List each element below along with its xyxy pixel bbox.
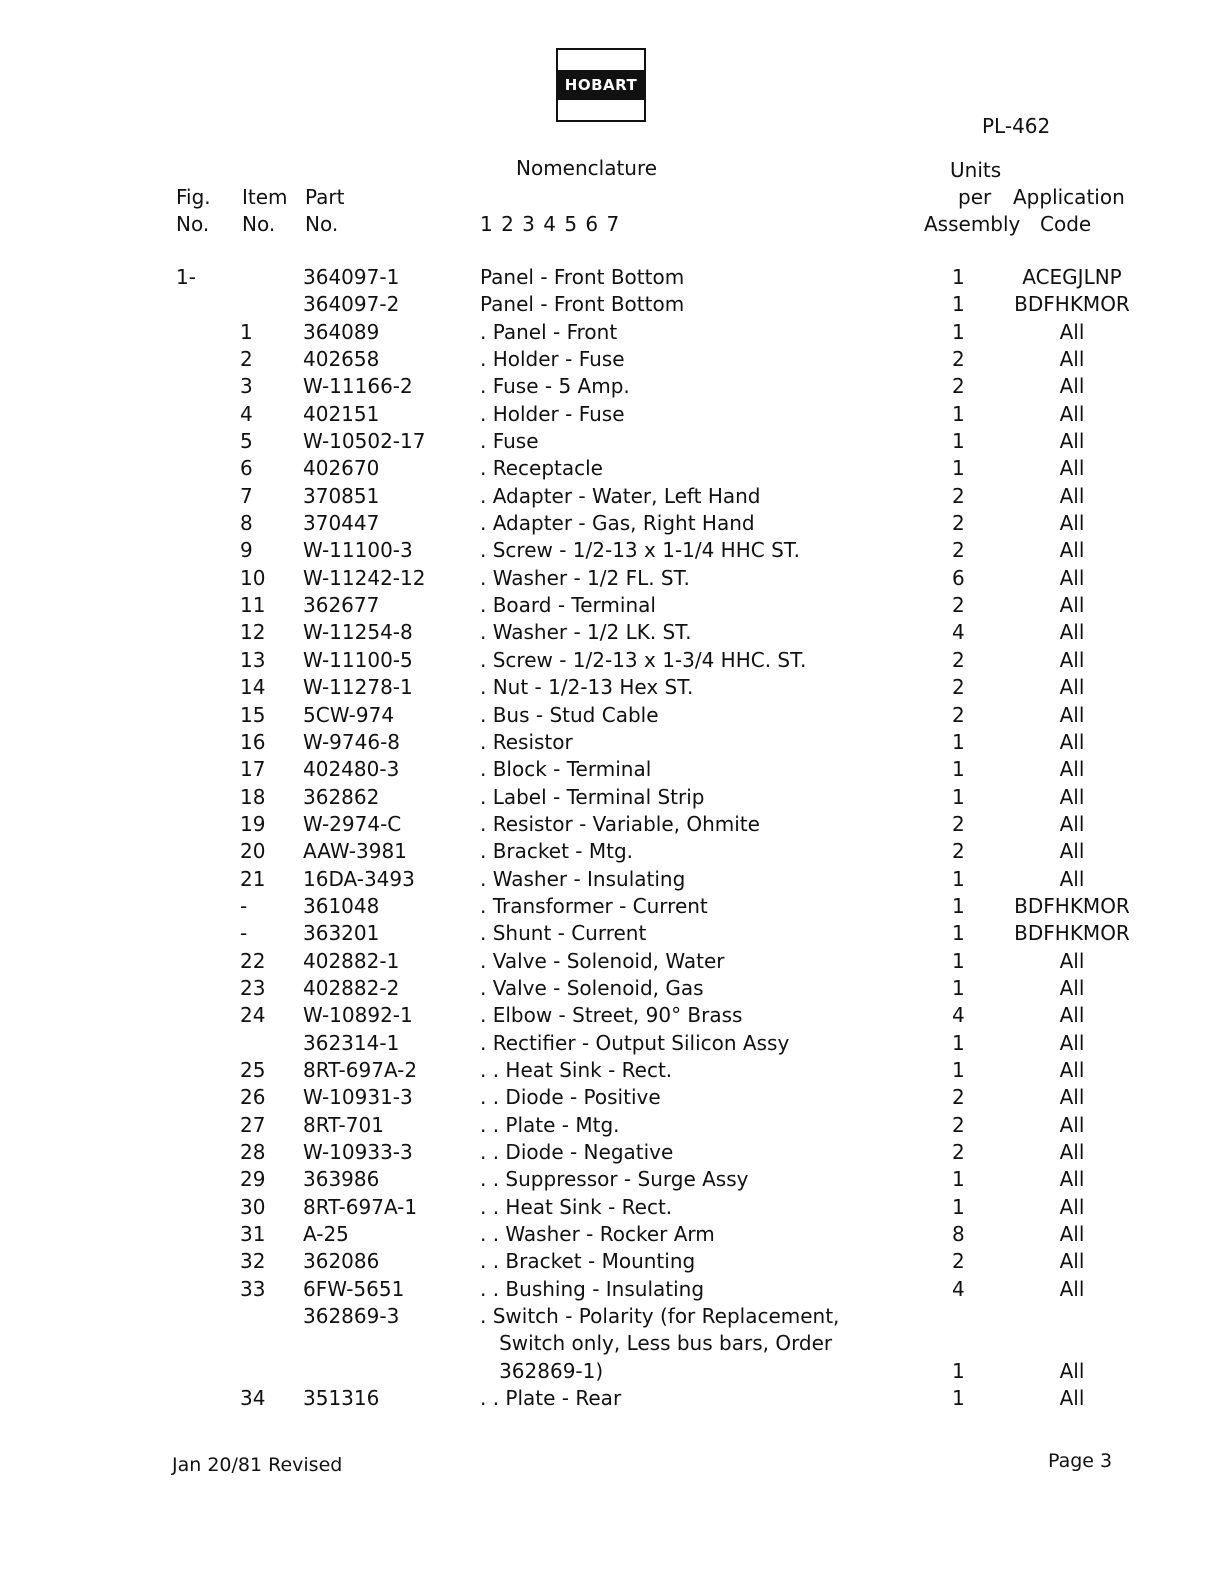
- table-row: [0, 756, 1222, 783]
- header-fig-line2: No.: [176, 212, 210, 236]
- nomenclature: . Bus - Stud Cable: [480, 702, 659, 727]
- application-code: All: [1059, 948, 1085, 973]
- logo-text: HOBART: [556, 72, 646, 98]
- header-part-line1: Part: [305, 185, 345, 209]
- item-no: 25: [240, 1057, 266, 1082]
- item-no: 7: [240, 483, 253, 508]
- header-part-line2: No.: [305, 212, 339, 236]
- nomenclature: . Switch - Polarity (for Replacement,: [480, 1304, 840, 1329]
- application-code: All: [1059, 702, 1085, 727]
- item-no: -: [240, 893, 248, 918]
- item-no: 15: [240, 702, 266, 727]
- part-no: 362677: [303, 593, 380, 618]
- part-no: 363201: [303, 921, 380, 946]
- fig-no: 1-: [176, 265, 196, 289]
- units-per-assembly: 1: [952, 1386, 965, 1411]
- table-row: [0, 428, 1222, 455]
- table-row: [0, 455, 1222, 482]
- application-code: All: [1059, 1386, 1085, 1411]
- item-no: 27: [240, 1112, 266, 1137]
- header-units-line2: per: [958, 185, 992, 209]
- item-no: 34: [240, 1386, 266, 1411]
- application-code: All: [1059, 839, 1085, 864]
- item-no: 18: [240, 784, 266, 809]
- table-row: [0, 948, 1222, 975]
- units-per-assembly: 2: [952, 1140, 965, 1164]
- part-no: 364097-2: [303, 292, 400, 317]
- header-item-line2: No.: [242, 212, 276, 236]
- application-code: All: [1059, 1085, 1085, 1110]
- part-no: 402151: [303, 401, 380, 426]
- part-no: 361048: [303, 893, 380, 918]
- item-no: 21: [240, 866, 266, 891]
- item-no: 3: [240, 374, 253, 399]
- application-code: All: [1059, 1276, 1085, 1301]
- table-row: [0, 893, 1222, 920]
- table-row: [0, 1221, 1222, 1248]
- item-no: 8: [240, 511, 253, 536]
- part-no: W-11100-3: [303, 538, 413, 563]
- table-row: [0, 920, 1222, 947]
- part-no: A-25: [303, 1222, 349, 1247]
- application-code: All: [1059, 811, 1085, 836]
- item-no: 26: [240, 1085, 266, 1110]
- part-no: W-11166-2: [303, 374, 413, 399]
- part-no: W-11254-8: [303, 620, 413, 645]
- units-per-assembly: 6: [952, 565, 965, 590]
- table-row: [0, 1248, 1222, 1275]
- table-row: [0, 1385, 1222, 1412]
- nomenclature: . Adapter - Gas, Right Hand: [480, 511, 755, 536]
- application-code: All: [1059, 757, 1085, 782]
- application-code: ACEGJLNP: [1022, 265, 1122, 289]
- units-per-assembly: 1: [952, 1057, 965, 1082]
- nomenclature: . Holder - Fuse: [480, 401, 625, 426]
- application-code: All: [1059, 429, 1085, 454]
- part-no: 362869-3: [303, 1304, 400, 1329]
- header-fig-line1: Fig.: [176, 185, 211, 209]
- nomenclature: . Valve - Solenoid, Water: [480, 948, 725, 973]
- units-per-assembly: 2: [952, 483, 965, 508]
- table-row: [0, 1303, 1222, 1330]
- item-no: 33: [240, 1276, 266, 1301]
- item-no: 23: [240, 975, 266, 1000]
- part-no: W-11278-1: [303, 675, 413, 700]
- item-no: 6: [240, 456, 253, 481]
- application-code: All: [1059, 347, 1085, 372]
- table-row: [0, 1166, 1222, 1193]
- units-per-assembly: 1: [952, 866, 965, 891]
- table-row: [0, 1002, 1222, 1029]
- item-no: -: [240, 921, 248, 946]
- application-code: All: [1059, 1358, 1085, 1383]
- application-code: All: [1059, 1112, 1085, 1137]
- item-no: 2: [240, 347, 253, 372]
- nomenclature: Panel - Front Bottom: [480, 265, 685, 289]
- units-per-assembly: 1: [952, 1194, 965, 1219]
- nomenclature: . Washer - Insulating: [480, 866, 686, 891]
- item-no: 17: [240, 757, 266, 782]
- application-code: BDFHKMOR: [1014, 292, 1130, 317]
- units-per-assembly: 1: [952, 921, 965, 946]
- item-no: 28: [240, 1140, 266, 1164]
- nomenclature: 362869-1): [480, 1358, 604, 1383]
- nomenclature: . . Plate - Mtg.: [480, 1112, 620, 1137]
- application-code: All: [1059, 784, 1085, 809]
- part-no: 5CW-974: [303, 702, 395, 727]
- item-no: 4: [240, 401, 253, 426]
- part-no: 362862: [303, 784, 380, 809]
- application-code: All: [1059, 866, 1085, 891]
- application-code: All: [1059, 511, 1085, 536]
- nomenclature: . Shunt - Current: [480, 921, 647, 946]
- units-per-assembly: 1: [952, 319, 965, 344]
- units-per-assembly: 4: [952, 620, 965, 645]
- table-row: [0, 729, 1222, 756]
- part-no: W-11242-12: [303, 565, 426, 590]
- units-per-assembly: 2: [952, 538, 965, 563]
- nomenclature: . . Plate - Rear: [480, 1386, 622, 1411]
- application-code: All: [1059, 620, 1085, 645]
- nomenclature: . . Diode - Positive: [480, 1085, 661, 1110]
- application-code: All: [1059, 1167, 1085, 1192]
- hobart-logo: [556, 48, 646, 122]
- nomenclature: . Screw - 1/2-13 x 1-1/4 HHC ST.: [480, 538, 800, 563]
- part-no: 363986: [303, 1167, 380, 1192]
- application-code: All: [1059, 729, 1085, 754]
- table-row: [0, 1057, 1222, 1084]
- part-no: 16DA-3493: [303, 866, 415, 891]
- table-row: [0, 1084, 1222, 1111]
- table-row: [0, 1358, 1222, 1385]
- units-per-assembly: 2: [952, 702, 965, 727]
- table-row: [0, 537, 1222, 564]
- units-per-assembly: 2: [952, 811, 965, 836]
- units-per-assembly: 2: [952, 1249, 965, 1274]
- units-per-assembly: 2: [952, 511, 965, 536]
- units-per-assembly: 1: [952, 1167, 965, 1192]
- part-no: 8RT-697A-1: [303, 1194, 418, 1219]
- table-row: [0, 592, 1222, 619]
- application-code: All: [1059, 1003, 1085, 1028]
- part-no: 362086: [303, 1249, 380, 1274]
- units-per-assembly: 4: [952, 1003, 965, 1028]
- item-no: 11: [240, 593, 266, 618]
- table-row: [0, 319, 1222, 346]
- table-row: [0, 1194, 1222, 1221]
- nomenclature: . Transformer - Current: [480, 893, 708, 918]
- part-no: W-2974-C: [303, 811, 402, 836]
- part-no: 402658: [303, 347, 380, 372]
- revision-date: Jan 20/81 Revised: [172, 1454, 343, 1476]
- part-no: W-11100-5: [303, 647, 413, 672]
- units-per-assembly: 8: [952, 1222, 965, 1247]
- part-no: 351316: [303, 1386, 380, 1411]
- nomenclature: . Adapter - Water, Left Hand: [480, 483, 761, 508]
- nomenclature: . . Diode - Negative: [480, 1140, 674, 1164]
- nomenclature: . Elbow - Street, 90° Brass: [480, 1003, 743, 1028]
- table-row: [0, 401, 1222, 428]
- logo-top-box: [556, 48, 646, 72]
- header-item-line1: Item: [242, 185, 288, 209]
- nomenclature: . Fuse: [480, 429, 539, 454]
- nomenclature: . Bracket - Mtg.: [480, 839, 634, 864]
- application-code: All: [1059, 374, 1085, 399]
- part-no: 402670: [303, 456, 380, 481]
- units-per-assembly: 2: [952, 593, 965, 618]
- item-no: 29: [240, 1167, 266, 1192]
- table-row: [0, 619, 1222, 646]
- part-no: W-9746-8: [303, 729, 401, 754]
- nomenclature: . Screw - 1/2-13 x 1-3/4 HHC. ST.: [480, 647, 807, 672]
- table-row: [0, 975, 1222, 1002]
- table-row: [0, 866, 1222, 893]
- item-no: 16: [240, 729, 266, 754]
- application-code: All: [1059, 975, 1085, 1000]
- table-row: [0, 702, 1222, 729]
- nomenclature: Panel - Front Bottom: [480, 292, 685, 317]
- application-code: All: [1059, 1222, 1085, 1247]
- application-code: All: [1059, 456, 1085, 481]
- parts-list: [0, 264, 1222, 1412]
- units-per-assembly: 1: [952, 429, 965, 454]
- nomenclature: . . Washer - Rocker Arm: [480, 1222, 715, 1247]
- nomenclature: . Board - Terminal: [480, 593, 656, 618]
- application-code: All: [1059, 565, 1085, 590]
- table-row: [0, 346, 1222, 373]
- page-number: Page 3: [1048, 1450, 1113, 1472]
- application-code: All: [1059, 1249, 1085, 1274]
- nomenclature: . . Suppressor - Surge Assy: [480, 1167, 749, 1192]
- table-row: [0, 373, 1222, 400]
- application-code: All: [1059, 1140, 1085, 1164]
- nomenclature: . Holder - Fuse: [480, 347, 625, 372]
- units-per-assembly: 2: [952, 1112, 965, 1137]
- item-no: 9: [240, 538, 253, 563]
- table-row: [0, 483, 1222, 510]
- units-per-assembly: 1: [952, 292, 965, 317]
- application-code: All: [1059, 401, 1085, 426]
- nomenclature: . . Bushing - Insulating: [480, 1276, 705, 1301]
- table-row: [0, 565, 1222, 592]
- nomenclature: . Receptacle: [480, 456, 603, 481]
- nomenclature: . Block - Terminal: [480, 757, 652, 782]
- nomenclature: . . Heat Sink - Rect.: [480, 1057, 673, 1082]
- table-row: [0, 784, 1222, 811]
- nomenclature: . Nut - 1/2-13 Hex ST.: [480, 675, 694, 700]
- part-no: 370447: [303, 511, 380, 536]
- application-code: BDFHKMOR: [1014, 921, 1130, 946]
- item-no: 5: [240, 429, 253, 454]
- nomenclature: . Label - Terminal Strip: [480, 784, 705, 809]
- units-per-assembly: 1: [952, 729, 965, 754]
- part-no: W-10933-3: [303, 1140, 413, 1164]
- item-no: 31: [240, 1222, 266, 1247]
- header-application-line1: Application: [1013, 185, 1125, 209]
- part-no: AAW-3981: [303, 839, 407, 864]
- table-row: [0, 674, 1222, 701]
- table-row: [0, 291, 1222, 318]
- application-code: All: [1059, 1030, 1085, 1055]
- nomenclature: . Fuse - 5 Amp.: [480, 374, 630, 399]
- part-no: 364089: [303, 319, 380, 344]
- item-no: 32: [240, 1249, 266, 1274]
- table-row: [0, 1139, 1222, 1166]
- application-code: All: [1059, 647, 1085, 672]
- units-per-assembly: 2: [952, 839, 965, 864]
- table-row: [0, 647, 1222, 674]
- units-per-assembly: 1: [952, 893, 965, 918]
- units-per-assembly: 2: [952, 1085, 965, 1110]
- nomenclature: . . Bracket - Mounting: [480, 1249, 696, 1274]
- units-per-assembly: 2: [952, 675, 965, 700]
- item-no: 10: [240, 565, 266, 590]
- header-nomenclature: Nomenclature: [516, 156, 658, 180]
- application-code: All: [1059, 675, 1085, 700]
- units-per-assembly: 1: [952, 948, 965, 973]
- item-no: 19: [240, 811, 266, 836]
- part-no: 8RT-697A-2: [303, 1057, 418, 1082]
- part-no: W-10931-3: [303, 1085, 413, 1110]
- item-no: 20: [240, 839, 266, 864]
- header-units-line3: Assembly: [924, 212, 1021, 236]
- item-no: 22: [240, 948, 266, 973]
- part-no: 8RT-701: [303, 1112, 384, 1137]
- application-code: All: [1059, 538, 1085, 563]
- header-levels: 1 2 3 4 5 6 7: [480, 212, 621, 236]
- header-application-line2: Code: [1040, 212, 1092, 236]
- units-per-assembly: 1: [952, 757, 965, 782]
- units-per-assembly: 1: [952, 784, 965, 809]
- part-no: 370851: [303, 483, 380, 508]
- units-per-assembly: 1: [952, 1030, 965, 1055]
- part-no: 402882-2: [303, 975, 400, 1000]
- table-row: [0, 838, 1222, 865]
- table-row: [0, 1112, 1222, 1139]
- part-no: W-10892-1: [303, 1003, 413, 1028]
- part-no: 6FW-5651: [303, 1276, 405, 1301]
- application-code: All: [1059, 593, 1085, 618]
- header-units-line1: Units: [950, 158, 1002, 182]
- nomenclature: . Washer - 1/2 FL. ST.: [480, 565, 690, 590]
- units-per-assembly: 1: [952, 265, 965, 289]
- units-per-assembly: 1: [952, 456, 965, 481]
- document-id: PL-462: [982, 114, 1051, 138]
- table-row: [0, 811, 1222, 838]
- logo-bottom-box: [556, 98, 646, 122]
- units-per-assembly: 4: [952, 1276, 965, 1301]
- units-per-assembly: 1: [952, 1358, 965, 1383]
- nomenclature: . Panel - Front: [480, 319, 618, 344]
- units-per-assembly: 2: [952, 647, 965, 672]
- application-code: All: [1059, 1057, 1085, 1082]
- units-per-assembly: 2: [952, 347, 965, 372]
- units-per-assembly: 1: [952, 401, 965, 426]
- nomenclature: . Resistor: [480, 729, 573, 754]
- nomenclature: . Valve - Solenoid, Gas: [480, 975, 704, 1000]
- part-no: W-10502-17: [303, 429, 426, 454]
- table-row: [0, 1276, 1222, 1303]
- item-no: 13: [240, 647, 266, 672]
- table-row: [0, 1330, 1222, 1357]
- item-no: 1: [240, 319, 253, 344]
- part-no: 402480-3: [303, 757, 400, 782]
- item-no: 12: [240, 620, 266, 645]
- nomenclature: . Washer - 1/2 LK. ST.: [480, 620, 692, 645]
- nomenclature: . . Heat Sink - Rect.: [480, 1194, 673, 1219]
- nomenclature: Switch only, Less bus bars, Order: [480, 1331, 833, 1356]
- application-code: All: [1059, 1194, 1085, 1219]
- application-code: BDFHKMOR: [1014, 893, 1130, 918]
- units-per-assembly: 2: [952, 374, 965, 399]
- item-no: 30: [240, 1194, 266, 1219]
- units-per-assembly: 1: [952, 975, 965, 1000]
- nomenclature: . Rectifier - Output Silicon Assy: [480, 1030, 790, 1055]
- part-no: 402882-1: [303, 948, 400, 973]
- table-row: [0, 510, 1222, 537]
- item-no: 24: [240, 1003, 266, 1028]
- part-no: 362314-1: [303, 1030, 400, 1055]
- table-row: [0, 264, 1222, 291]
- nomenclature: . Resistor - Variable, Ohmite: [480, 811, 760, 836]
- application-code: All: [1059, 319, 1085, 344]
- table-row: [0, 1030, 1222, 1057]
- application-code: All: [1059, 483, 1085, 508]
- item-no: 14: [240, 675, 266, 700]
- part-no: 364097-1: [303, 265, 400, 289]
